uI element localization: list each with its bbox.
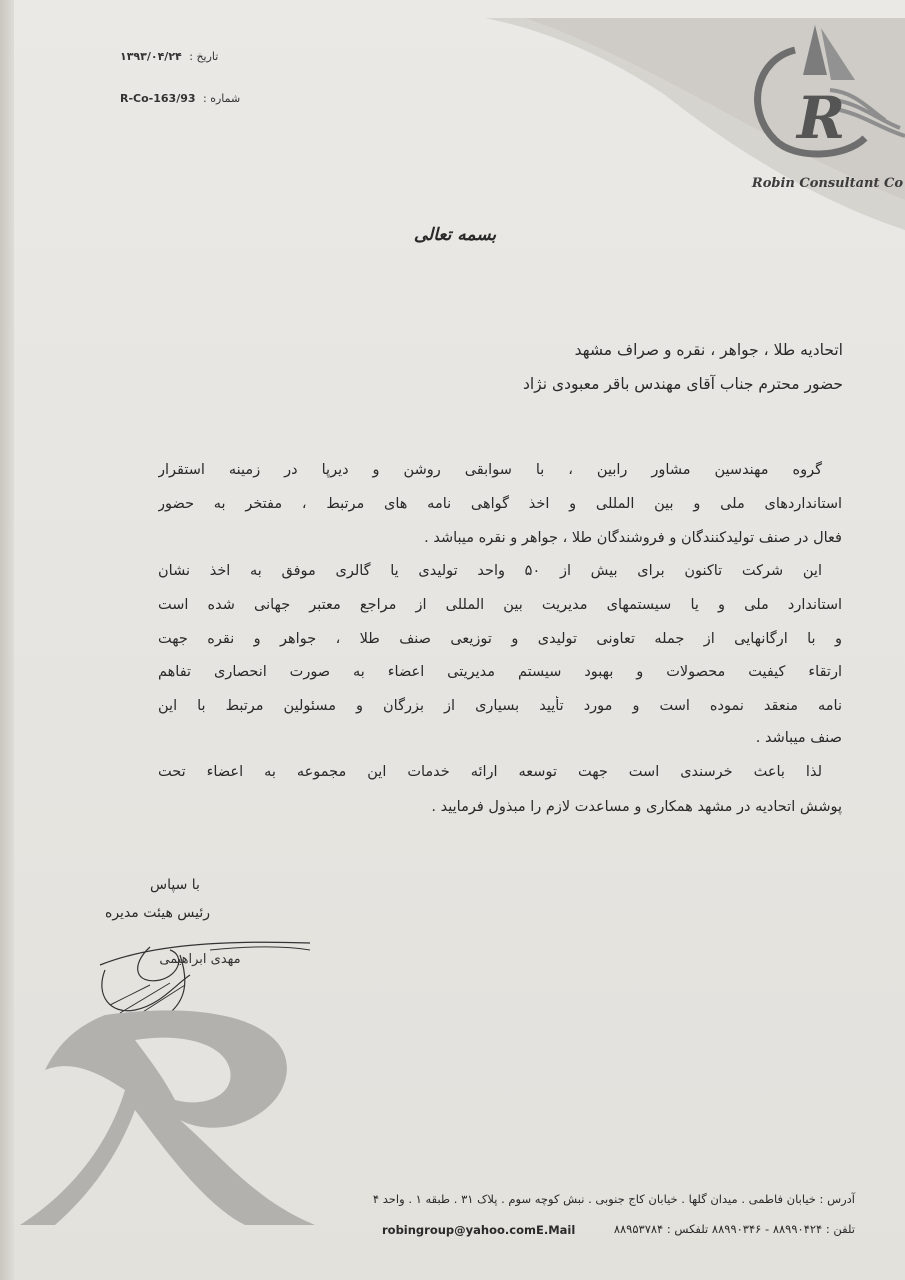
letter-number-label: شماره : [203,92,241,105]
body-line: استاندارد ملی و یا سیستمهای مدیریت بین المللی از مراجع معتبر جهانی شده است [158,597,842,613]
body-line: فعال در صنف تولیدکنندگان و فروشندگان طلا ، جواهر و نقره میباشد . [424,530,842,546]
body-line: و با ارگانهایی از جمله تعاونی تولیدی و توزیعی صنف طلا ، جواهر و نقره جهت [158,631,842,647]
body-line: پوشش اتحادیه در مشهد همکاری و مساعدت لازم را مبذول فرمایید . [431,799,842,815]
page-binding-edge [0,0,14,1280]
body-line: این شرکت تاکنون برای بیش از ۵۰ واحد تولیدی یا گالری موفق به اخذ نشان [158,563,822,579]
r-logo-watermark [15,1000,325,1230]
footer-email: robingroup@yahoo.comE.Mail [382,1223,576,1237]
body-line: گروه مهندسین مشاور رابین ، با سوابقی روشن و دیرپا در زمینه استقرار [158,462,822,478]
footer-address: آدرس : خیابان فاطمی . میدان گلها . خیابان کاج جنوبی . نبش کوچه سوم . پلاک ۳۱ . طبقه ۱ . واحد ۴ [372,1192,855,1206]
company-name-text: Robin Consultant Co [751,176,903,191]
bismillah-heading: بسمه تعالی [413,225,497,245]
date-label: تاریخ : [189,50,219,63]
letter-number-row [120,92,240,105]
body-line: استانداردهای ملی و بین المللی و اخذ گواهی نامه های مرتبط ، مفتخر به حضور [158,496,842,512]
body-line: لذا باعث خرسندی است جهت توسعه ارائه خدمات این مجموعه به اعضاء تحت [158,764,822,780]
letter-number-value: R-Co-163/93 [120,92,196,105]
recipient-organization: اتحادیه طلا ، جواهر ، نقره و صراف مشهد [574,341,843,359]
recipient-person: حضور محترم جناب آقای مهندس باقر معبودی نژاد [522,375,843,393]
svg-text:R: R [797,84,846,152]
closing-title: رئیس هیئت مدیره [105,905,211,921]
svg-text:مهدی ابراهیمی: مهدی ابراهیمی [159,952,241,967]
body-line: صنف میباشد . [755,730,842,746]
date-row [120,50,218,63]
body-line: نامه منعقد نموده است و مورد تأیید بسیاری از بزرگان و مسئولین مرتبط با این [158,698,842,714]
date-value: ۱۳۹۳/۰۴/۲۴ [120,50,182,63]
footer-phones: تلفن : ۸۸۹۹۰۴۲۴ - ۸۸۹۹۰۳۴۶ تلفکس : ۸۸۹۵۳۷۸۴ [613,1222,855,1236]
company-logo [735,20,905,191]
closing-thanks: با سپاس [150,877,200,893]
body-line: ارتقاء کیفیت محصولات و بهبود سیستم مدیریتی اعضاء به صورت انحصاری تفاهم [158,664,842,680]
